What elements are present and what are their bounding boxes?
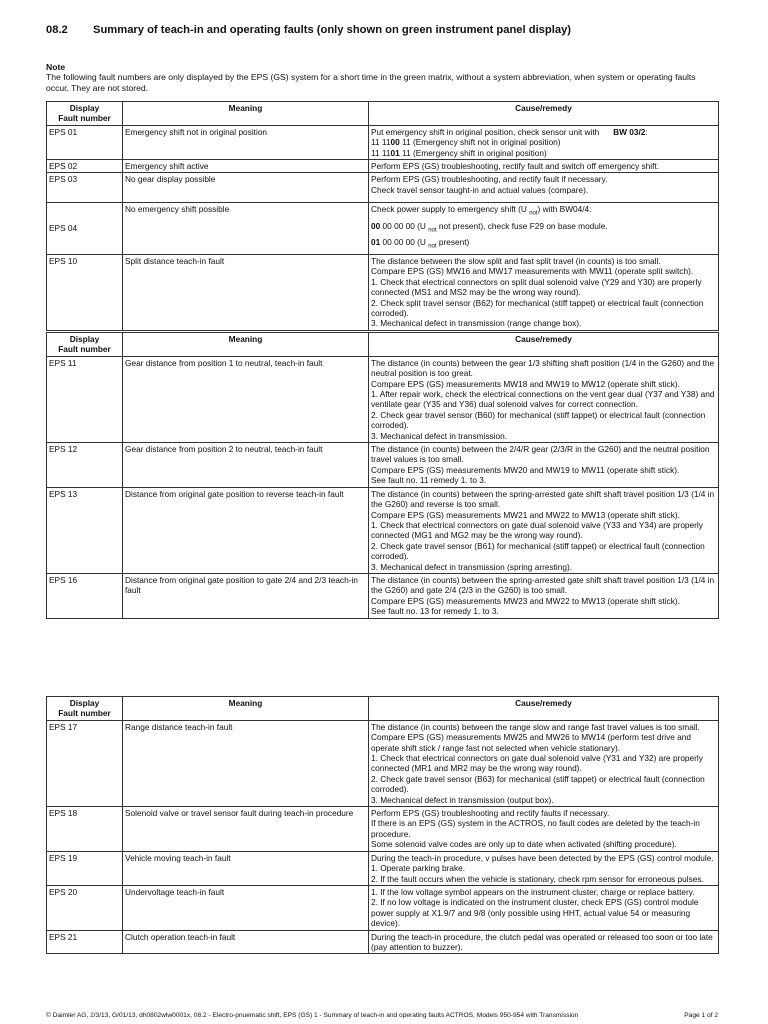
fault-code: EPS 19: [47, 851, 123, 885]
table-row: [47, 356, 719, 442]
fault-code: EPS 18: [47, 807, 123, 852]
fault-meaning: Range distance teach-in fault: [123, 720, 369, 806]
table-header-row: [47, 333, 719, 357]
fault-code: EPS 10: [47, 254, 123, 330]
note-text: The following fault numbers are only displayed by the EPS (GS) system for a short time in the green matrix, without a system abbreviation, when system or operating faults occur. They are not stored.: [46, 72, 696, 93]
fault-code: EPS 11: [47, 356, 123, 442]
footer-copyright: © Daimler AG, 2/3/13, G/01/13, dh0802wlw0001x, 08.2 - Electro-pnuematic shift, EPS (GS) 1 - Summary of teach-in and operating faults ACTROS, Models 950-954 with Transmission: [46, 1012, 579, 1019]
fault-code: EPS 13: [47, 487, 123, 573]
fault-code: EPS 02: [47, 160, 123, 173]
fault-cause: The distance (in counts) between the gear 1/3 shifting shaft position (1/4 in the G260) and the neutral position is too great. Compare EPS (GS) measurements MW18 and MW19 to MW12 (operate shift stick). 1. After repair work, check the electrical connections on the vent gear dual (Y37 and Y38) and ventilate gear (Y35 and Y36) dual solenoid valves for correct connection. 2. Check gear travel sensor (B60) for mechanical (stiff tappet) or electrical fault (connection corroded). 3. Mechanical defect in transmission.: [369, 356, 719, 442]
header-display: Display Fault number: [47, 697, 123, 721]
header-display: Display Fault number: [47, 333, 123, 357]
table-row: [47, 930, 719, 954]
fault-code: EPS 16: [47, 573, 123, 618]
fault-meaning: Undervoltage teach-in fault: [123, 885, 369, 930]
table-row: [47, 203, 719, 254]
header-cause: Cause/remedy: [369, 102, 719, 126]
table-row: [47, 573, 719, 618]
header-meaning: Meaning: [123, 697, 369, 721]
fault-meaning: Split distance teach-in fault: [123, 254, 369, 330]
fault-code: EPS 04: [47, 203, 123, 254]
fault-cause: Check power supply to emergency shift (U $_{not}$) with BW04/4: 00 00 00 00 (U $_{not}$ not present), check fuse F29 on base module. 01 00 00 00 (U $_{not}$ present): [369, 203, 719, 254]
header-display: Display Fault number: [47, 102, 123, 126]
header-cause: Cause/remedy: [369, 333, 719, 357]
fault-table-3: [46, 696, 719, 954]
fault-code: EPS 21: [47, 930, 123, 954]
fault-cause: The distance (in counts) between the range slow and range fast travel values is too small. Compare EPS (GS) measurements MW25 and MW26 to MW14 (perform test drive and operate shift stick / range fast not selected when vehicle stationary). 1. Check that electrical connectors on gate dual solenoid valve (Y31 and Y32) are properly connected (MR1 and MR2 may be the wrong way round). 2. Check gate travel sensor (B63) for mechanical (stiff tappet) or electrical fault (connection corroded). 3. Mechanical defect in transmission (output box).: [369, 720, 719, 806]
fault-meaning: Distance from original gate position to reverse teach-in fault: [123, 487, 369, 573]
header-meaning: Meaning: [123, 102, 369, 126]
table-row: [47, 851, 719, 885]
fault-code: EPS 17: [47, 720, 123, 806]
table-row: [47, 885, 719, 930]
fault-code: EPS 03: [47, 173, 123, 203]
table-row: [47, 173, 719, 203]
table-header-row: [47, 697, 719, 721]
fault-cause: The distance (in counts) between the 2/4/R gear (2/3/R in the G260) and the neutral position travel values is too small. Compare EPS (GS) measurements MW20 and MW19 to MW11 (operate shift stick). See fault no. 11 remedy 1. to 3.: [369, 443, 719, 488]
fault-code: EPS 01: [47, 125, 123, 159]
note-title: Note: [46, 62, 66, 72]
fault-meaning: Gear distance from position 2 to neutral, teach-in fault: [123, 443, 369, 488]
page-footer: [46, 1012, 718, 1019]
header-meaning: Meaning: [123, 333, 369, 357]
section-header: [46, 24, 748, 36]
section-title: Summary of teach-in and operating faults (only shown on green instrument panel display): [93, 24, 572, 36]
fault-meaning: Distance from original gate position to gate 2/4 and 2/3 teach-in fault: [123, 573, 369, 618]
table-row: [47, 720, 719, 806]
table-row: [47, 160, 719, 173]
fault-cause: 1. If the low voltage symbol appears on the instrument cluster, charge or replace battery. 2. If no low voltage is indicated on the instrument cluster, check EPS (GS) control module power supply at X1.9/7 and 9/8 (only possible using HHT, actual value 54 or measuring device).: [369, 885, 719, 930]
header-cause: Cause/remedy: [369, 697, 719, 721]
fault-meaning: No gear display possible: [123, 173, 369, 203]
page-number: Page 1 of 2: [680, 1012, 718, 1019]
fault-meaning: Emergency shift not in original position: [123, 125, 369, 159]
fault-meaning: Solenoid valve or travel sensor fault during teach-in procedure: [123, 807, 369, 852]
fault-cause: The distance (in counts) between the spring-arrested gate shift shaft travel position 1/3 (1/4 in the G260) and reverse is too small. Compare EPS (GS) measurements MW21 and MW22 to MW13 (operate shift stick). 1. Check that electrical connectors on gate dual solenoid valve (Y33 and Y34) are properly connected (MG1 and MG2 may be the wrong way round). 2. Check gate travel sensor (B61) for mechanical (stiff tappet) or electrical fault (connection corroded). 3. Mechanical defect in transmission (spring arresting).: [369, 487, 719, 573]
table-row: [47, 254, 719, 330]
fault-meaning: Gear distance from position 1 to neutral, teach-in fault: [123, 356, 369, 442]
table-header-row: [47, 102, 719, 126]
fault-cause: The distance (in counts) between the spring-arrested gate shift shaft travel position 1/3 (1/4 in the G260) and gate 2/4 (2/3 in the G260) is too small. Compare EPS (GS) measurements MW23 and MW22 to MW13 (operate shift stick). See fault no. 13 for remedy 1. to 3.: [369, 573, 719, 618]
fault-cause: Perform EPS (GS) troubleshooting and rectify faults if necessary. If there is an EPS (GS) system in the ACTROS, no fault codes are deleted by the teach-in procedure. Some solenoid valve codes are only up to date when activated (shifting procedure).: [369, 807, 719, 852]
section-number: 08.2: [46, 24, 68, 36]
table-row: [47, 487, 719, 573]
fault-cause: During the teach-in procedure, the clutch pedal was operated or released too soon or too late (pay attention to buzzer).: [369, 930, 719, 954]
fault-meaning: No emergency shift possible: [123, 203, 369, 254]
fault-cause: Put emergency shift in original position, check sensor unit with BW 03/2: 11 1100 11 (Emergency shift not in original position) 11 1101 11 (Emergency shift in original position): [369, 125, 719, 159]
fault-table-2: [46, 332, 719, 619]
table-row: [47, 443, 719, 488]
fault-meaning: Vehicle moving teach-in fault: [123, 851, 369, 885]
fault-cause: Perform EPS (GS) troubleshooting, rectify fault and switch off emergency shift.: [369, 160, 719, 173]
fault-table-1: [46, 101, 719, 331]
table-row: [47, 807, 719, 852]
fault-meaning: Clutch operation teach-in fault: [123, 930, 369, 954]
fault-code: EPS 12: [47, 443, 123, 488]
fault-cause: The distance between the slow split and fast split travel (in counts) is too small. Compare EPS (GS) MW16 and MW17 measurements with MW11 (operate split switch). 1. Check that electrical connectors on split dual solenoid valve (Y29 and Y30) are properly connected (MS1 and MS2 may be the wrong way round). 2. Check split travel sensor (B62) for mechanical (stiff tappet) or electrical fault (connection corroded). 3. Mechanical defect in transmission (range change box).: [369, 254, 719, 330]
table-row: [47, 125, 719, 159]
fault-cause: Perform EPS (GS) troubleshooting, and rectify fault if necessary. Check travel sensor taught-in and actual values (compare).: [369, 173, 719, 203]
fault-meaning: Emergency shift active: [123, 160, 369, 173]
fault-code: EPS 20: [47, 885, 123, 930]
fault-cause: During the teach-in procedure, v pulses have been detected by the EPS (GS) control module. 1. Operate parking brake. 2. If the fault occurs when the vehicle is stationary, check rpm sensor for erroneous pulses.: [369, 851, 719, 885]
